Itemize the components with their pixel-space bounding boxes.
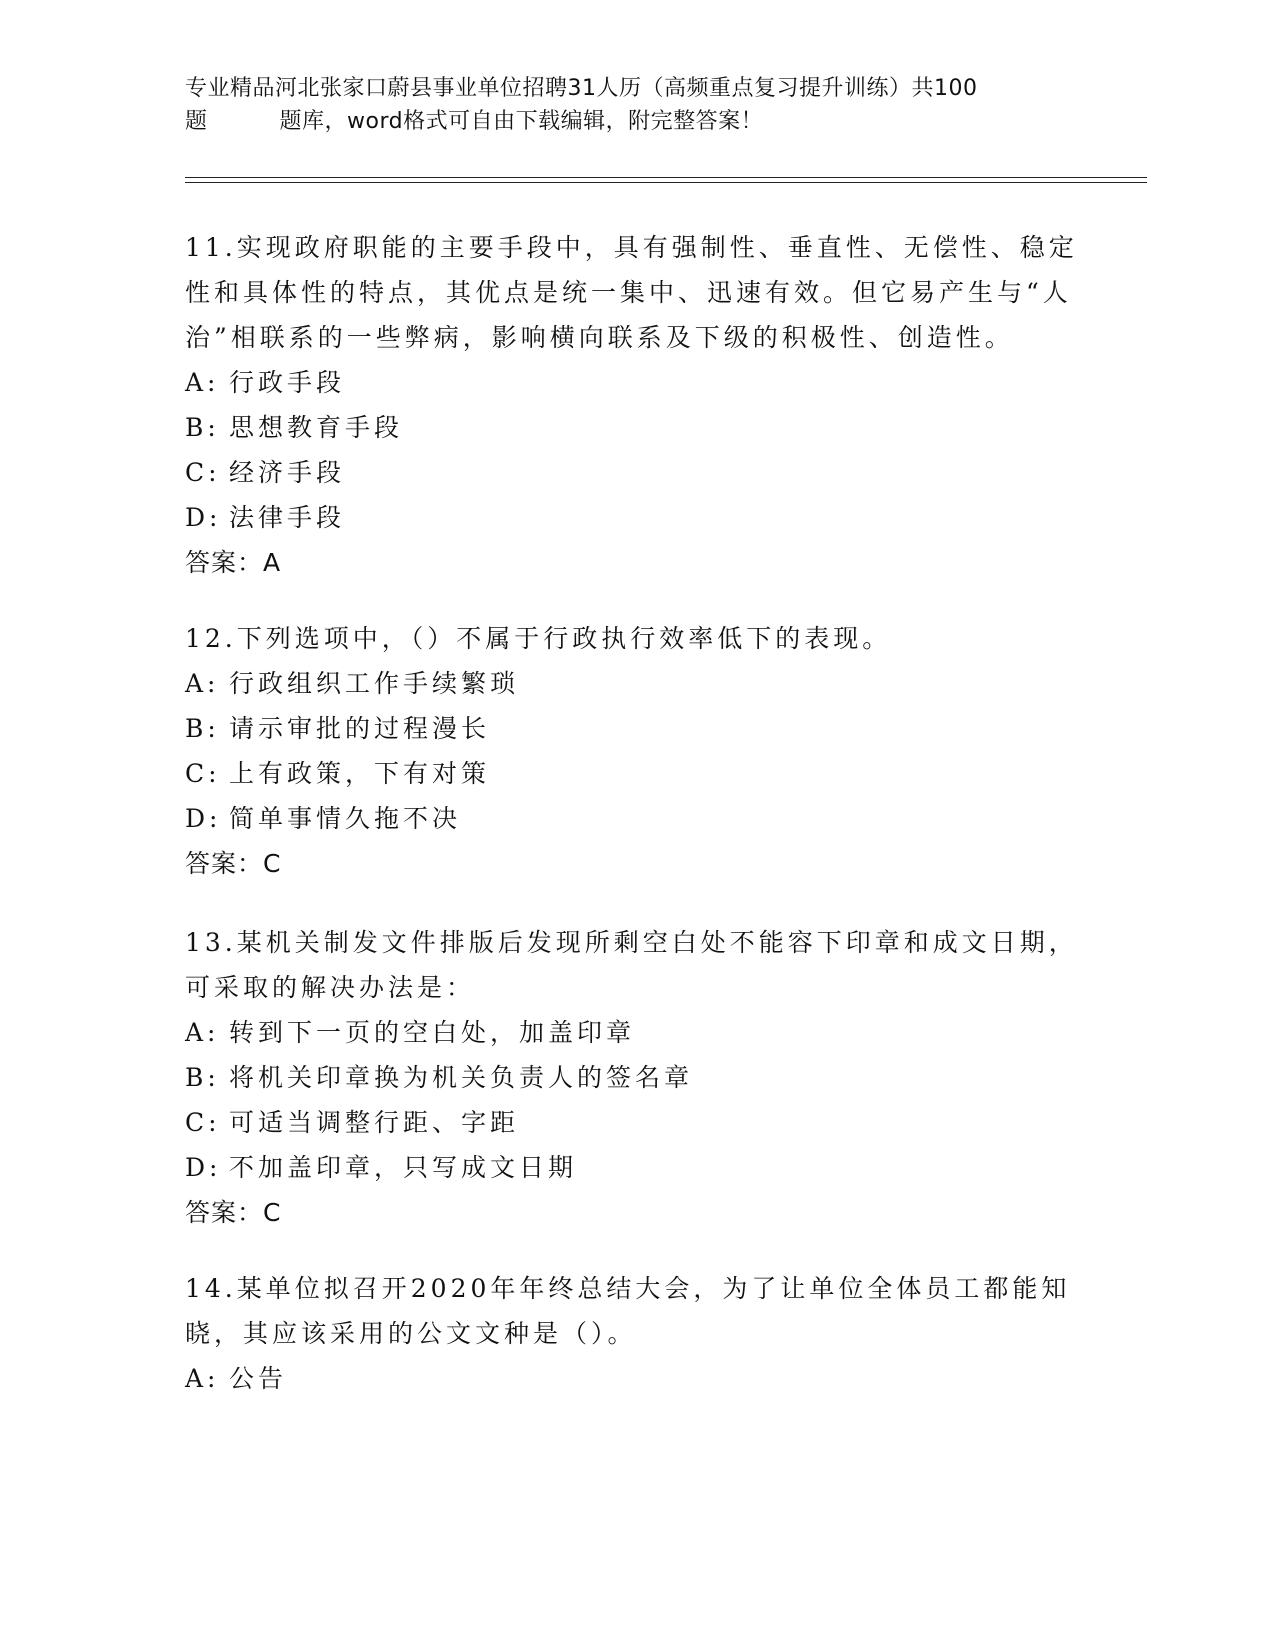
option-key: D:: [185, 804, 222, 833]
option-d: [185, 495, 1085, 540]
option-c: [185, 1100, 1085, 1145]
option-key: C:: [185, 759, 221, 788]
option-a: [185, 661, 1085, 706]
option-b: [185, 1055, 1085, 1100]
option-d: [185, 1145, 1085, 1190]
option-text: 可适当调整行距、字距: [229, 1108, 520, 1137]
option-text: 思想教育手段: [229, 413, 404, 442]
option-key: A:: [185, 368, 220, 397]
option-text: 行政手段: [229, 368, 346, 397]
answer-line: 答案：C: [185, 1198, 282, 1227]
option-text: 法律手段: [229, 503, 346, 532]
option-text: 请示审批的过程漫长: [229, 714, 491, 743]
question-11: [185, 225, 1085, 585]
answer-line: 答案：C: [185, 849, 282, 878]
option-text: 上有政策，下有对策: [229, 759, 491, 788]
option-c: [185, 751, 1085, 796]
option-key: C:: [185, 1108, 221, 1137]
question-stem: 12.下列选项中，（）不属于行政执行效率低下的表现。: [185, 624, 892, 653]
option-text: 转到下一页的空白处，加盖印章: [229, 1018, 636, 1047]
option-key: A:: [185, 1364, 220, 1393]
option-b: [185, 706, 1085, 751]
option-key: B:: [185, 1063, 220, 1092]
option-a: [185, 1356, 1085, 1401]
header-title-line1: 专业精品河北张家口蔚县事业单位招聘31人历（高频重点复习提升训练）共100: [185, 76, 978, 101]
option-text: 将机关印章换为机关负责人的签名章: [229, 1063, 694, 1092]
question-stem: 13.某机关制发文件排版后发现所剩空白处不能容下印章和成文日期，可采取的解决办法是：: [185, 928, 1078, 1002]
header-line2-tail: 题库，word格式可自由下载编辑，附完整答案！: [279, 109, 764, 134]
option-c: [185, 450, 1085, 495]
header-title-line2: [185, 105, 1065, 138]
question-stem: 14.某单位拟召开2020年年终总结大会，为了让单位全体员工都能知晓，其应该采用的公文文种是（）。: [185, 1274, 1071, 1348]
header-divider-bottom: [185, 182, 1147, 183]
option-a: [185, 1010, 1085, 1055]
option-text: 经济手段: [229, 458, 346, 487]
option-key: B:: [185, 413, 220, 442]
option-a: [185, 360, 1085, 405]
question-14: [185, 1266, 1085, 1401]
option-key: B:: [185, 714, 220, 743]
question-stem: 11.实现政府职能的主要手段中，具有强制性、垂直性、无偿性、稳定性和具体性的特点，其优点是统一集中、迅速有效。但它易产生与“人治”相联系的一些弊病，影响横向联系及下级的积极性、创造性。: [185, 233, 1078, 352]
option-key: D:: [185, 1153, 222, 1182]
option-key: D:: [185, 503, 222, 532]
option-text: 不加盖印章，只写成文日期: [229, 1153, 578, 1182]
option-key: A:: [185, 1018, 220, 1047]
header-divider-top: [185, 177, 1147, 178]
option-text: 行政组织工作手续繁琐: [229, 669, 520, 698]
question-13: [185, 920, 1085, 1235]
question-12: [185, 616, 1085, 886]
document-header: [185, 72, 1065, 138]
option-b: [185, 405, 1085, 450]
answer-line: 答案：A: [185, 548, 282, 577]
option-key: C:: [185, 458, 221, 487]
header-line2-head: 题: [185, 109, 208, 134]
option-text: 简单事情久拖不决: [229, 804, 462, 833]
option-d: [185, 796, 1085, 841]
option-key: A:: [185, 669, 220, 698]
option-text: 公告: [229, 1364, 288, 1393]
